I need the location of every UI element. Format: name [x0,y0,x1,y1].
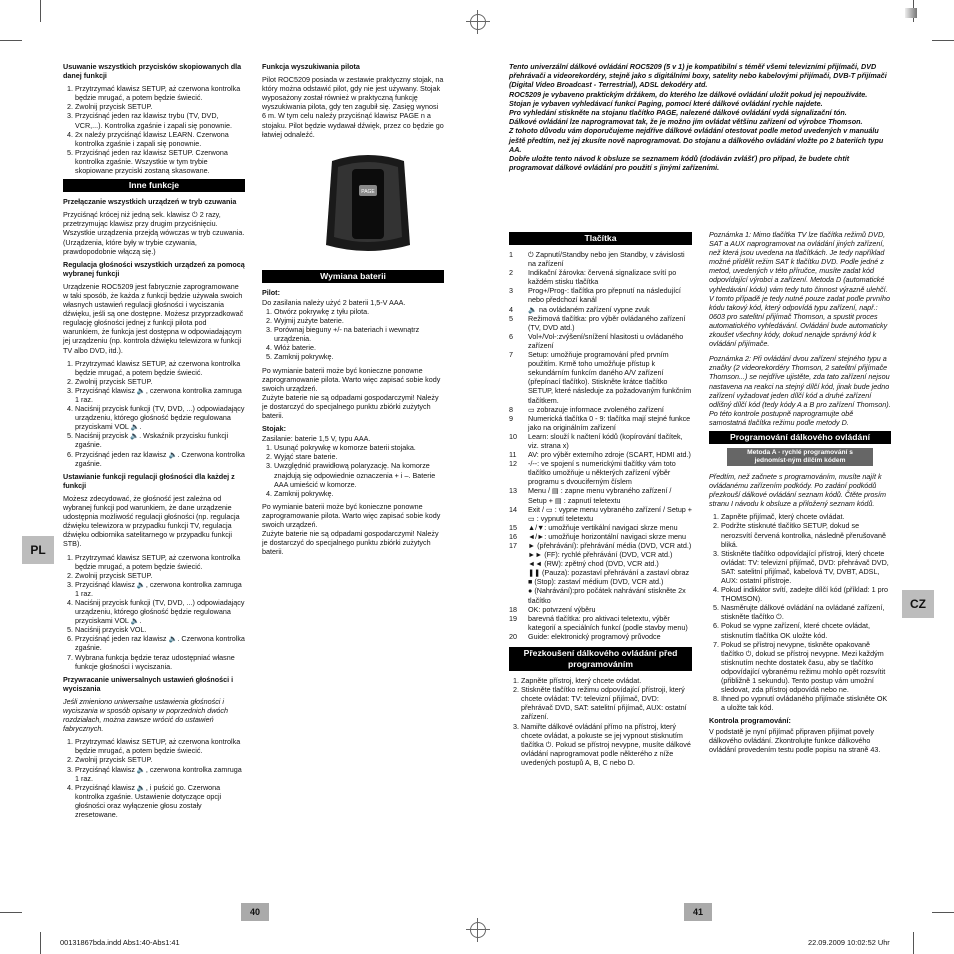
paragraph: Urządzenie ROC5209 jest fabrycznie zaprogramowane w taki sposób, że każda z funkcji będzie używała swoich własnych ustawień regulacji głośności i wyciszania dźwięku, jeśli są one dostępne. Możesz przyprzadkowač regulację głośności jednej z funkcji pilota pod warunkiem, że funkcja jest dostępna w odpowiadającym jej urządzeniu (np. kontrola dźwięku telewizora w funkcji TV albo DVD, itd.). [63,281,244,355]
list-item: 5. Przyciśnąć jeden raz klawisz SETUP. Czerwona kontrolka zgaśnie. Wszystkie w tym trybie skopiowane przyciski zostaną skasowane. [75,148,245,175]
key-row: 17 ► (přehrávání): přehrávání média (DVD, VCR atd.) [509,541,692,550]
cradle-image [322,153,414,258]
list-item: 6. Pokud se vypne zařízení, které chcete ovládat, stisknutím tlačítka OK uložte kód. [721,621,891,639]
key-row: ❚❚ (Pauza): pozastaví přehrávání a zastaví obraz [528,568,690,578]
key-row: 8 ▭ zobrazuje informace zvoleného zařízení [509,404,664,414]
list-item: 2. Zwolnij przycisk SETUP. [75,377,245,386]
section-heading: Przełączanie wszystkich urządzeń w tryb czuwania [63,197,237,207]
paragraph: Pilot ROC5209 posiada w zestawie praktyczny stojak, na który można odstawić pilot, gdy nie jest używany. Stojak wyposażony został również w praktyczną funkcję wyszukiwania pilota, gdy ten zagubił się. Zasięg wynosi 6 m. W tym celu naleźy przyciśnąć klawisz PAGE n a stojaku. Pilot będzie wydawał dźwięk, przez co będzie go łatwiej odnaleźć. [262,75,444,139]
key-row: 14 Exit / ▭ : vypne menu vybraného zařízení / Setup + ▭ : vypnutí teletextu [509,504,693,523]
list-item: 4. Przyciśnąć klawisz 🔈, i puścić go. Czerwona kontrolka zgaśnie. Ustawienie dotyczące opcji głośności oraz wyłączenie głosu zostały zresetowane. [75,783,245,819]
section-heading: Kontrola programování: [709,716,791,726]
list-item: 3. Przyciśnąć klawisz 🔈, czerwona kontrolka zamruga 1 raz. [75,765,245,783]
paragraph: Předtím, než začnete s programováním, musíte najít k ovládanému zařízením podkódy. Po zadání podkódů přezkouší dálkové ovládání seznam kódů. Čtěte prosím stranu I návodu k obsluze a přiložený seznam kódů. [709,471,886,509]
list-item: 4. Naciśnij przycisk funkcji (TV, DVD, ...) odpowiadający urządzeniu, którego głośność będzie regulowana przyciskami VOL 🔈. [75,404,245,431]
list-item: 7. Wybrana funkcja będzie teraz udostępniać własne funkcje głośności i wyciszania. [75,653,245,671]
paragraph: V podstatě je nyní přijímač připraven přijímat povely dálkového ovládání. Zkontrolujte funkce dálkového ovládání provedením testu podle popisu na straně 43. [709,726,881,754]
method-a-bar: Metoda A - rychlé programování s jednomíst-ným dílčím kódem [727,448,873,466]
list-item: 2. Zwolnij przycisk SETUP. [75,755,245,764]
section-heading: Stojak: [262,424,286,434]
note-paragraph: Poznámka 1: Mimo tlačítka TV lze tlačítka režimů DVD, SAT a AUX naprogramovat na ovládání jiných zařízení, než která jsou uvedena na tlačítkách. Je tedy například možné přidělit režim SAT k tlačítku DVD. Podle jedné z metod, uvedených v této příručce, musíte zadat kód odpovídající výrobci a zařízení. Metoda D (automatické vyhledávání kódu) vám tedy tuto činnost výrazně ulehčí. V tomto případě je tedy nutné pouze zadat podle prvního kódu takový kód, který odpovídá typu zařízení, např.: 0603 pro satelitní přijímač Thomson, a spustit proces automatického vyhledávání. Ovládání bude automaticky zkoušet všechny kódy, dokud nenajde správný kód k ovládání přijímače. [709,230,891,349]
key-row: 10 Learn: slouží k načtení kódů (kopírování tlačítek, viz. strana x) [509,431,683,450]
footer-file-info: 00131867bda.indd Abs1:40-Abs1:41 [60,938,180,947]
key-row: 7 Setup: umožňuje programování před prvním použitím. Krmě toho umožňuje přístup k sekundárním funkcím daného A/V zařízení (přepínací tlačítko). Stiskněte krátce tlačítko SETUP, které následuje za požadovaným funkčním tlačítkem. [509,350,692,405]
footer-timestamp: 22.09.2009 10:02:52 Uhr [808,938,890,947]
language-tab-pl: PL [22,536,54,564]
paragraph: Z tohoto důvodu vám doporučujeme nejdříve dálkové ovládání otestovat podle metod uvedených v manuálu ještě předtím, než jej zkusíte nově naprogramovat. Do stojanu a dálkového ovládání vložte po 2 bateriích typu AA. [509,126,884,154]
section-bar-prezkouseni: Přezkoušení dálkového ovládání před programováním [509,647,692,671]
paragraph: Stojan je vybaven vyhledávací funkcí Paging, pomocí které dálkové ovládání rychle najdete. [509,98,823,108]
section-heading: Pilot: [262,287,280,297]
key-row: 3 Prog+/Prog-: tlačítka pro přepnutí na následující nebo předchozí kanál [509,286,681,305]
paragraph: Jeśli zmieniono uniwersalne ustawienia głośności i wyciszania w sposób opisany w poprzednich dwóch rozdziałach, można zawsze wrócić do ustawień fabrycznych. [63,696,229,734]
list-item: 2. Wyjmij zużyte baterie. [274,316,444,325]
section-bar-tlacitka: Tlačítka [509,232,692,245]
paragraph: Tento univerzální dálkové ovládání ROC5209 (5 v 1) je kompatibilní s téměř všemi televizními přijímači, DVD přehrávači a videorekordéry, stejně jako s digitálními boxy, satelity nebo kabelovými přijímači, DVB-T přijímači (Digital Video Broadcast - Terrestrial), ADSL dekodéry atd. [509,62,887,90]
paragraph: Możesz zdecydować, że głośność jest zależna od wybranej funkcji pod warunkiem, że dane urządzenie udostępnia możliwość regulacji głośności (np. regulacja dźwięku telewizora w przypadku funkcji TV, regulacja dźwięku odbiornika satelitarnego w przypadku funkcji STB). [63,493,240,549]
list-item: 8. Ihned po vypnutí ovládaného přijímače stiskněte OK a uložte tak kód. [721,694,891,712]
list-item: 5. Zamknij pokrywkę. [274,352,444,361]
list-item: 5. Naciśnij przycisk VOL. [75,625,245,634]
section-heading: Regulacja głośności wszystkich urządzeń za pomocą wybranej funkcji [63,259,245,278]
list-item: 3. Porównaj bieguny +/- na bateriach i wewnątrz urządzenia. [274,325,444,343]
paragraph: Dálkové ovládání lze naprogramovat tak, že je možno jím ovládat většinu zařízení od výrobce Thomson. [509,117,863,127]
list-item: 1. Przytrzymać klawisz SETUP, aż czerwona kontrolka będzie mrugać, a potem będzie świecić. [75,553,245,571]
list-item: 1. Przytrzymać klawisz SETUP, aż czerwona kontrolka będzie mrugać, a potem będzie świecić. [75,84,245,102]
list-item: 6. Przyciśnąć jeden raz klawisz 🔈. Czerwona kontrolka zgaśnie. [75,450,245,468]
key-row: ►► (FF): rychlé přehrávání (DVD, VCR atd.) [528,550,673,560]
list-item: 4. Naciśnij przycisk funkcji (TV, DVD, ...) odpowiadający urządzeniu, którego głośność będzie regulowana przyciskami VOL 🔈. [75,598,245,625]
key-row: 13 Menu / ▤ : zapne menu vybraného zařízení / Setup + ▤ : zapnutí teletextu [509,486,672,505]
section-bar-wymiana-baterii: Wymiana baterii [262,270,444,283]
list-item: 1. Zapněte přijímač, který chcete ovládat. [721,512,891,521]
color-bar [905,8,917,18]
list-item: 2. Zwolnij przycisk SETUP. [75,102,245,111]
list-item: 4. 2x naleźy przyciśnąć klawisz LEARN. Czerwona kontrolka zgaśnie i zapali się ponownie. [75,130,245,148]
list-item: 3. Przyciśnąć jeden raz klawisz trybu (TV, DVD, VCR,...). Kontrolka zgaśnie i zapali się ponownie. [75,111,245,129]
registration-mark [470,14,486,30]
list-item: 4. Pokud indikátor svítí, zadejte dílčí kód (příklad: 1 pro THOMSON). [721,585,891,603]
pl-column-2 [262,62,444,560]
page-number-left: 40 [241,903,269,921]
list-item: 2. Wyjąć stare baterie. [274,452,444,461]
key-row: 11 AV: pro výběr externího zdroje (SCART, HDMI atd.) [509,450,691,460]
list-item: 5. Nasměrujte dálkové ovládání na ovládané zařízení, stiskněte tlačítko ⏻. [721,603,891,621]
page-number-right: 41 [684,903,712,921]
list-item: 3. Uwzględnić prawidłową polaryzację. Na komorze znajdują się odpowiednie oznaczenia + i –. Baterie AAA umieścić w komorze. [274,461,444,488]
key-row: 5 Režimová tlačítka: pro výběr ovládaného zařízení (TV, DVD atd.) [509,313,686,332]
list-item: 2. Stiskněte tlačítko režimu odpovídající přístroji, který chcete ovládat: TV: televizní přijímač, DVD: přehrávač DVD, SAT: satelitní přijímač, AUX: ostatní zařízení. [521,685,692,721]
section-bar-inne-funkcje: Inne funkcje [63,179,245,192]
language-tab-cz: CZ [902,590,934,618]
registration-mark [470,922,486,938]
key-row: 4 🔈 na ovládaném zařízení vypne zvuk [509,304,650,314]
section-heading: Usuwanie wszystkich przycisków skopiowanych dla danej funkcji [63,62,242,81]
paragraph: ROC5209 je vybaveno praktickým držákem, do kterého lze dálkové ovládání uložit pokud jej nepoužíváte. [509,89,868,99]
list-item: 7. Pokud se přístroj nevypne, tiskněte opakovaně tlačítko ⏻, dokud se přístroj nevypne. Mezi každým stisknutím nechte dostatek času, aby se tlačítko odpovídající vybranému režimu mohlo opět rozsvítit (přibližně 1 sekundu). Tento postup vám umožní sledovat, zda přístroj odpovídá nebo ne. [721,640,891,695]
list-item: 1. Usunąć pokrywkę w komorze baterii stojaka. [274,443,444,452]
key-row: 6 Vol+/Vol-:zvýšení/snížení hlasitosti u ovládaného zařízení [509,331,684,350]
paragraph: Dobře uložte tento návod k obsluze se seznamem kódů (dodáván zvlášť) pro případ, že budete chtít programovat dálkové ovládání pro použití s jinými zařízeními. [509,154,850,173]
list-item: 1. Przytrzymać klawisz SETUP, aż czerwona kontrolka będzie mrugać, a potem będzie świecić. [75,737,245,755]
list-item: 6. Przyciśnąć jeden raz klawisz 🔈. Czerwona kontrolka zgaśnie. [75,634,245,652]
paragraph: Pro vyhledání stiskněte na stojanu tlačítko PAGE, nalezené dálkové ovládání vydá signalizační tón. [509,108,847,118]
list-item: 3. Namiřte dálkové ovládání přímo na přístroj, který chcete ovládat, a pokuste se jej vypnout stisknutím tlačítka ⏻. Pokud se přístroj nevypne, musíte dálkové ovládání naprogramovat podle některého z níže uvedených postupů A, B, C nebo D. [521,722,692,767]
list-item: 1. Przytrzymać klawisz SETUP, aż czerwona kontrolka będzie mrugać, a potem będzie świecić. [75,359,245,377]
paragraph: Zużyte baterie nie są odpadami gospodarczymi! Należy je dostarczyć do specjalnego punktu zbiórki zużytych baterii. [262,392,439,420]
section-bar-programovani: Programování dálkového ovládání [709,431,891,444]
pl-column-1 [63,62,245,823]
key-row: 16 ◄/►: umožňuje horizontální navigaci skrze menu [509,531,687,541]
list-item: 5. Naciśnij przycisk 🔈. Wskaźnik przycisku funkcji zgaśnie. [75,431,245,449]
paragraph: Przyciśnąć krócej niż jedną sek. klawisz ⏻ 2 razy, przetrzymując klawisz przy drugim przyciśnięciu. Wszystkie urządzenia przejdą wówczas w tryb czuwania. (Urządzenia, które były w trybie czywania, prawdopodobnie włączą się.) [63,210,245,256]
paragraph: Zasilanie: baterie 1,5 V, typu AAA. [262,434,371,444]
list-item: 1. Otwórz pokrywkę z tyłu pilota. [274,307,444,316]
list-item: 3. Przyciśnąć klawisz 🔈, czerwona kontrolka zamruga 1 raz. [75,580,245,598]
list-item: 3. Stiskněte tlačítko odpovídající přístroji, který chcete ovládat: TV: televizní přijímač, DVD: přehrávač DVD, SAT: satelitní přijímač, kabelová TV, DVBT, ADSL, AUX: ostatní přístroje. [721,549,891,585]
list-item: 4. Włóż baterie. [274,343,444,352]
note-paragraph: Poznámka 2: Při ovládání dvou zařízení stejného typu a značky (2 videorekordéry Thomson, 2 satelitní přijímače Thomson...) se nejdříve ujistěte, zda tato zařízení nejsou nastavena na reakci na stejný dílčí kód, jinak bude jedno zařízení vyžadovat jeden dílčí kód a druhé zařízení odlišný dílčí kód (tedy kódy A a B pro zařízení Thomson). Po této kontrole postupně naprogramujte obě samostatná tlačítka režimu podle metody D. [709,354,891,427]
paragraph: Do zasilania należy użyć 2 baterii 1,5-V AAA. [262,297,406,307]
key-row: ■ (Stop): zastaví médium (DVD, VCR atd.) [528,577,664,587]
key-row: 1 ⏻ Zapnutí/Standby nebo jen Standby, v závislosti na zařízení [509,250,685,269]
key-row: 9 Numerická tlačítka 0 - 9: tlačítka mají stejné funkce jako na originálním zařízení [509,413,691,432]
list-item: 2. Zwolnij przycisk SETUP. [75,571,245,580]
cz-column-2 [709,230,891,758]
key-row: ◄◄ (RW): zpětný chod (DVD, VCR atd.) [528,559,659,569]
list-item: 2. Podržte stisknuté tlačítko SETUP, dokud se nerozsvítí červená kontrolka, následně přerušovaně bliká. [721,521,891,548]
paragraph: Po wymianie baterii może być konieczne ponowne zaprogramowanie pilota. Warto więc zapisać sobie kody swoich urządzeń. [262,501,441,529]
cz-column-1 [509,232,692,771]
list-item: 3. Przyciśnąć klawisz 🔈, czerwona kontrolka zamruga 1 raz. [75,386,245,404]
page-button-label: PAGE [361,188,375,195]
list-item: 1. Zapněte přístroj, který chcete ovládat. [521,676,692,685]
key-row: 18 OK: potvrzení výběru [509,604,596,614]
paragraph: Po wymianie baterii może być konieczne ponowne zaprogramowanie pilota. Warto więc zapisać sobie kody swoich urządzeń. [262,365,441,393]
key-row: 2 Indikační žárovka: červená signalizace svítí po každém stisku tlačítka [509,268,677,287]
section-heading: Przywracanie uniwersalnych ustawień głośności i wyciszania [63,674,234,693]
key-row: 19 barevná tlačítka: pro aktivaci teletextu, výběr kategorií a speciálních funkcí (podle stavby menu) [509,613,688,632]
key-row: 20 Guide: elektronický programový průvodce [509,631,661,641]
section-heading: Ustawianie funkcji regulacji głośności dla każdej z funkcji [63,471,235,490]
key-row: 15 ▲/▼: umožňuje vertikální navigaci skrze menu [509,522,678,532]
list-item: 4. Zamknij pokrywkę. [274,489,444,498]
key-row: ● (Nahrávání):pro počátek nahrávání stiskněte 2x tlačítko [528,586,686,605]
paragraph: Zużyte baterie nie są odpadami gospodarczymi! Należy je dostarczyć do specjalnego punktu zbiórki zużytych baterii. [262,529,439,557]
section-heading: Funkcja wyszukiwania pilota [262,62,360,71]
key-row: 12 -/--: ve spojení s numerickými tlačítky vám toto tlačítko umožňuje u některých zařízení výběr programu s dvouciferným číslem [509,459,676,487]
cz-intro [509,62,891,172]
